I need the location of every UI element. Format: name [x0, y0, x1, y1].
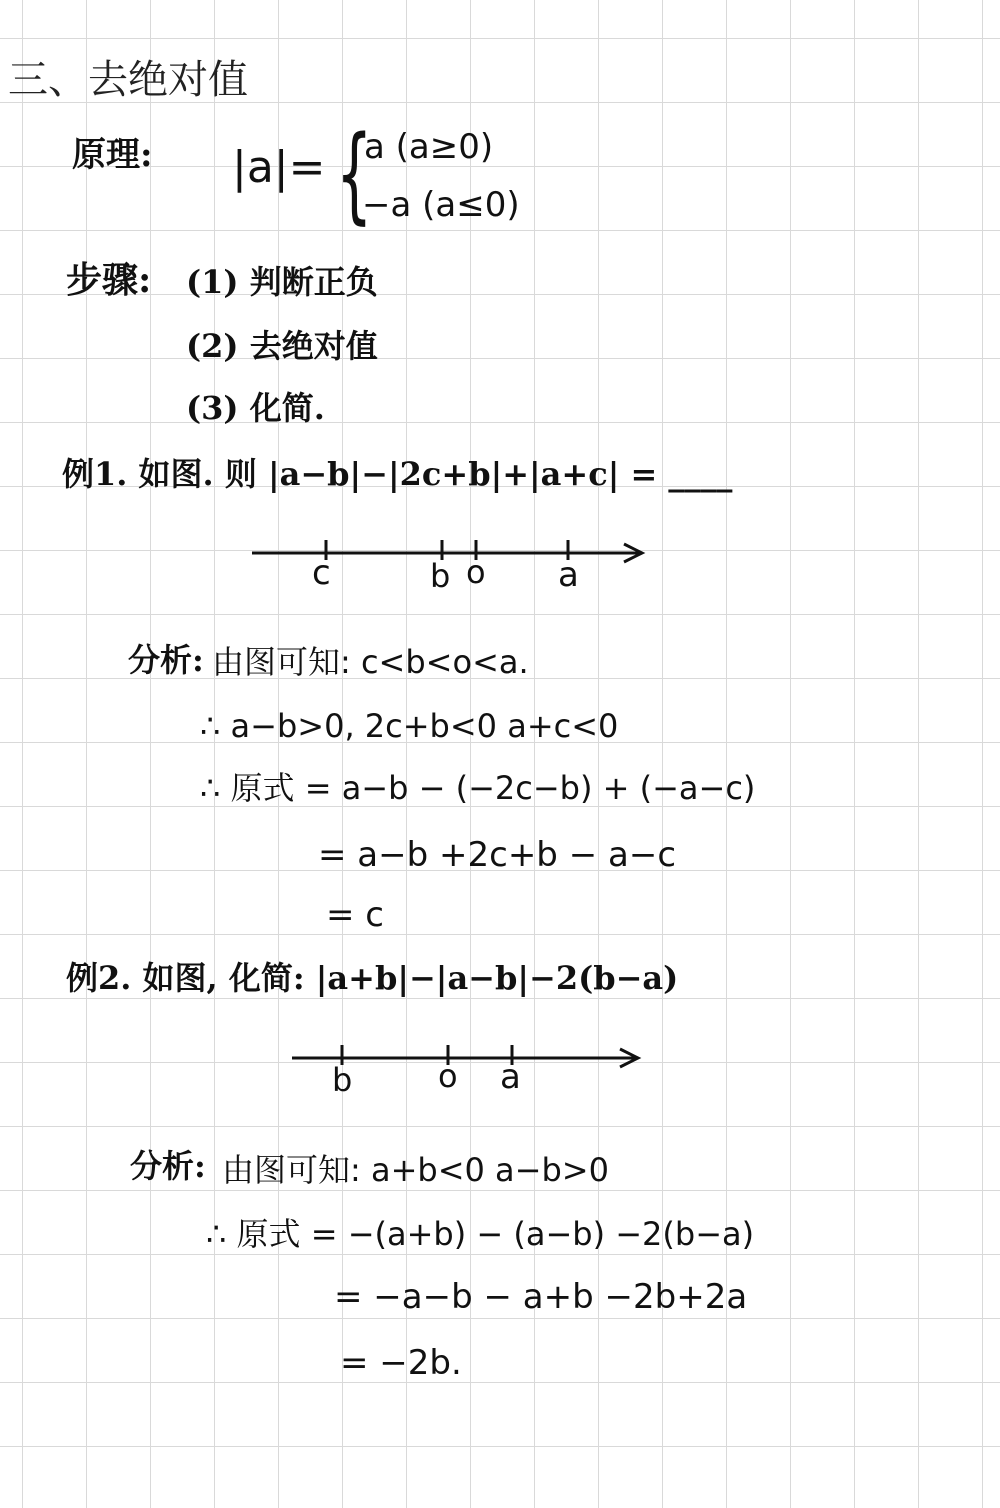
steps-label: 步骤:: [66, 259, 152, 301]
axis-label-b: b: [332, 1061, 353, 1099]
example1-line: ∴ 原式 = a−b − (−2c−b) + (−a−c): [200, 769, 756, 807]
axis-label-a: a: [500, 1057, 521, 1097]
step-item: (1) 判断正负: [186, 263, 378, 301]
step-item: (2) 去绝对值: [186, 327, 378, 365]
step-item: (3) 化简.: [186, 389, 325, 427]
abs-case-positive: a (a≥0): [364, 127, 494, 167]
example2-line: = −2b.: [340, 1343, 462, 1383]
example1-line: ∴ a−b>0, 2c+b<0 a+c<0: [200, 707, 619, 745]
example1-number-line: [0, 520, 700, 600]
example2-problem: 例2. 如图, 化简: |a+b|−|a−b|−2(b−a): [66, 959, 679, 997]
abs-case-negative: −a (a≤0): [362, 185, 520, 225]
axis-label-a: a: [558, 555, 579, 595]
example1-analysis: 由图可知: c<b<o<a.: [212, 643, 529, 681]
axis-label-o: o: [438, 1057, 458, 1095]
piecewise-brace-icon: {: [336, 113, 373, 235]
example2-line: = −a−b − a+b −2b+2a: [334, 1277, 748, 1317]
axis-label-o: o: [466, 553, 486, 591]
example1-analysis-label: 分析:: [128, 641, 204, 679]
example1-line: = a−b +2c+b − a−c: [318, 835, 677, 875]
axis-label-c: c: [312, 553, 331, 593]
axis-label-b: b: [430, 557, 451, 595]
example2-analysis: 由图可知: a+b<0 a−b>0: [222, 1151, 609, 1189]
example1-line: = c: [326, 895, 384, 935]
abs-definition-lhs: |a|=: [232, 142, 326, 193]
example1-problem: 例1. 如图. 则 |a−b|−|2c+b|+|a+c| = ____: [62, 455, 733, 493]
principle-label: 原理:: [72, 135, 153, 175]
example2-analysis-label: 分析:: [130, 1147, 206, 1185]
example2-line: ∴ 原式 = −(a+b) − (a−b) −2(b−a): [206, 1215, 755, 1253]
page-title: 三、去绝对值: [8, 57, 248, 103]
